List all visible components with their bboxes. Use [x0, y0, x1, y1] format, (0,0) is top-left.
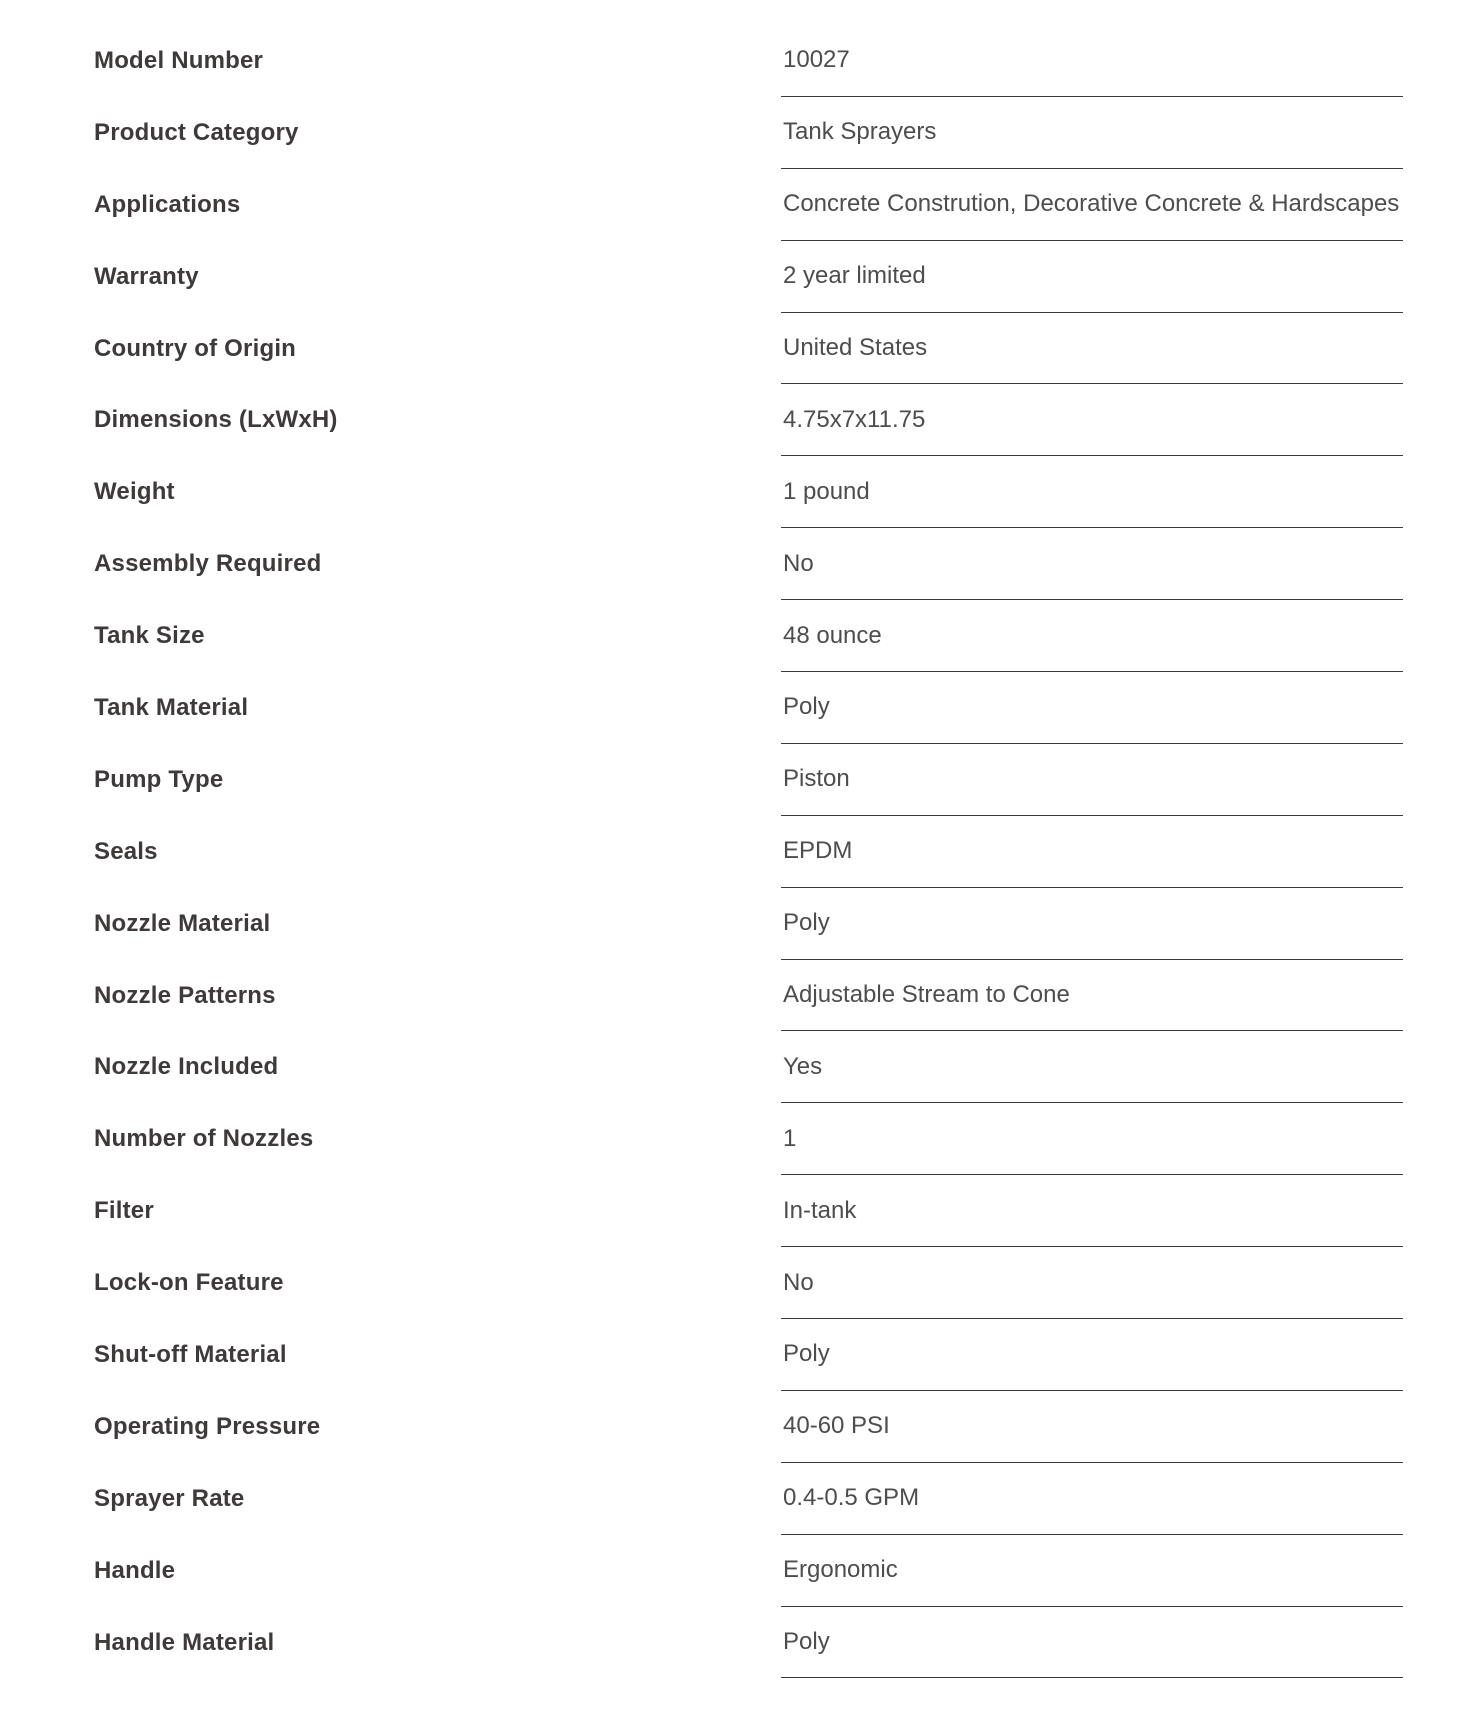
spec-value: Poly	[781, 1607, 1403, 1679]
spec-label: Nozzle Patterns	[94, 981, 276, 1009]
spec-row	[0, 97, 1466, 169]
spec-label: Model Number	[94, 46, 264, 74]
spec-value: 2 year limited	[781, 241, 1403, 313]
spec-value: No	[781, 1247, 1403, 1319]
spec-row	[0, 384, 1466, 456]
spec-row	[0, 1319, 1466, 1391]
spec-label: Handle Material	[94, 1628, 275, 1656]
spec-row	[0, 25, 1466, 97]
spec-label: Applications	[94, 190, 241, 218]
spec-row	[0, 1031, 1466, 1103]
spec-label: Tank Material	[94, 693, 249, 721]
spec-label: Country of Origin	[94, 334, 297, 362]
spec-row	[0, 1247, 1466, 1319]
spec-row	[0, 672, 1466, 744]
spec-row	[0, 1463, 1466, 1535]
spec-value: EPDM	[781, 816, 1403, 888]
spec-label: Pump Type	[94, 765, 224, 793]
spec-label: Lock-on Feature	[94, 1269, 284, 1297]
spec-row	[0, 528, 1466, 600]
spec-label: Filter	[94, 1197, 154, 1225]
spec-label: Product Category	[94, 118, 299, 146]
spec-value: United States	[781, 313, 1403, 385]
spec-value: Poly	[781, 1319, 1403, 1391]
spec-label: Nozzle Material	[94, 909, 271, 937]
spec-value: Ergonomic	[781, 1535, 1403, 1607]
spec-value: In-tank	[781, 1175, 1403, 1247]
spec-value: 4.75x7x11.75	[781, 384, 1403, 456]
spec-row	[0, 960, 1466, 1032]
spec-row	[0, 1391, 1466, 1463]
spec-row	[0, 744, 1466, 816]
spec-row	[0, 313, 1466, 385]
spec-row	[0, 1175, 1466, 1247]
spec-row	[0, 1103, 1466, 1175]
spec-row	[0, 888, 1466, 960]
spec-row	[0, 456, 1466, 528]
spec-value: 0.4-0.5 GPM	[781, 1463, 1403, 1535]
spec-value: Poly	[781, 888, 1403, 960]
spec-row	[0, 1607, 1466, 1679]
spec-row	[0, 1535, 1466, 1607]
spec-label: Tank Size	[94, 622, 205, 650]
spec-row	[0, 241, 1466, 313]
spec-value: 48 ounce	[781, 600, 1403, 672]
spec-value: No	[781, 528, 1403, 600]
spec-label: Warranty	[94, 262, 199, 290]
spec-row	[0, 816, 1466, 888]
spec-label: Sprayer Rate	[94, 1484, 245, 1512]
spec-value: 40-60 PSI	[781, 1391, 1403, 1463]
spec-label: Shut-off Material	[94, 1340, 287, 1368]
spec-value: Yes	[781, 1031, 1403, 1103]
spec-value: 10027	[781, 25, 1403, 97]
spec-row	[0, 169, 1466, 241]
spec-label: Operating Pressure	[94, 1412, 321, 1440]
spec-value: Concrete Constrution, Decorative Concrete & Hardscapes	[781, 169, 1403, 241]
spec-value: Piston	[781, 744, 1403, 816]
spec-label: Dimensions (LxWxH)	[94, 406, 338, 434]
spec-value: Tank Sprayers	[781, 97, 1403, 169]
spec-label: Seals	[94, 837, 158, 865]
spec-label: Assembly Required	[94, 550, 322, 578]
spec-label: Nozzle Included	[94, 1053, 279, 1081]
spec-label: Weight	[94, 478, 175, 506]
spec-value: 1 pound	[781, 456, 1403, 528]
spec-row	[0, 600, 1466, 672]
spec-value: Adjustable Stream to Cone	[781, 960, 1403, 1032]
spec-label: Number of Nozzles	[94, 1125, 314, 1153]
spec-label: Handle	[94, 1556, 176, 1584]
spec-value: Poly	[781, 672, 1403, 744]
spec-value: 1	[781, 1103, 1403, 1175]
